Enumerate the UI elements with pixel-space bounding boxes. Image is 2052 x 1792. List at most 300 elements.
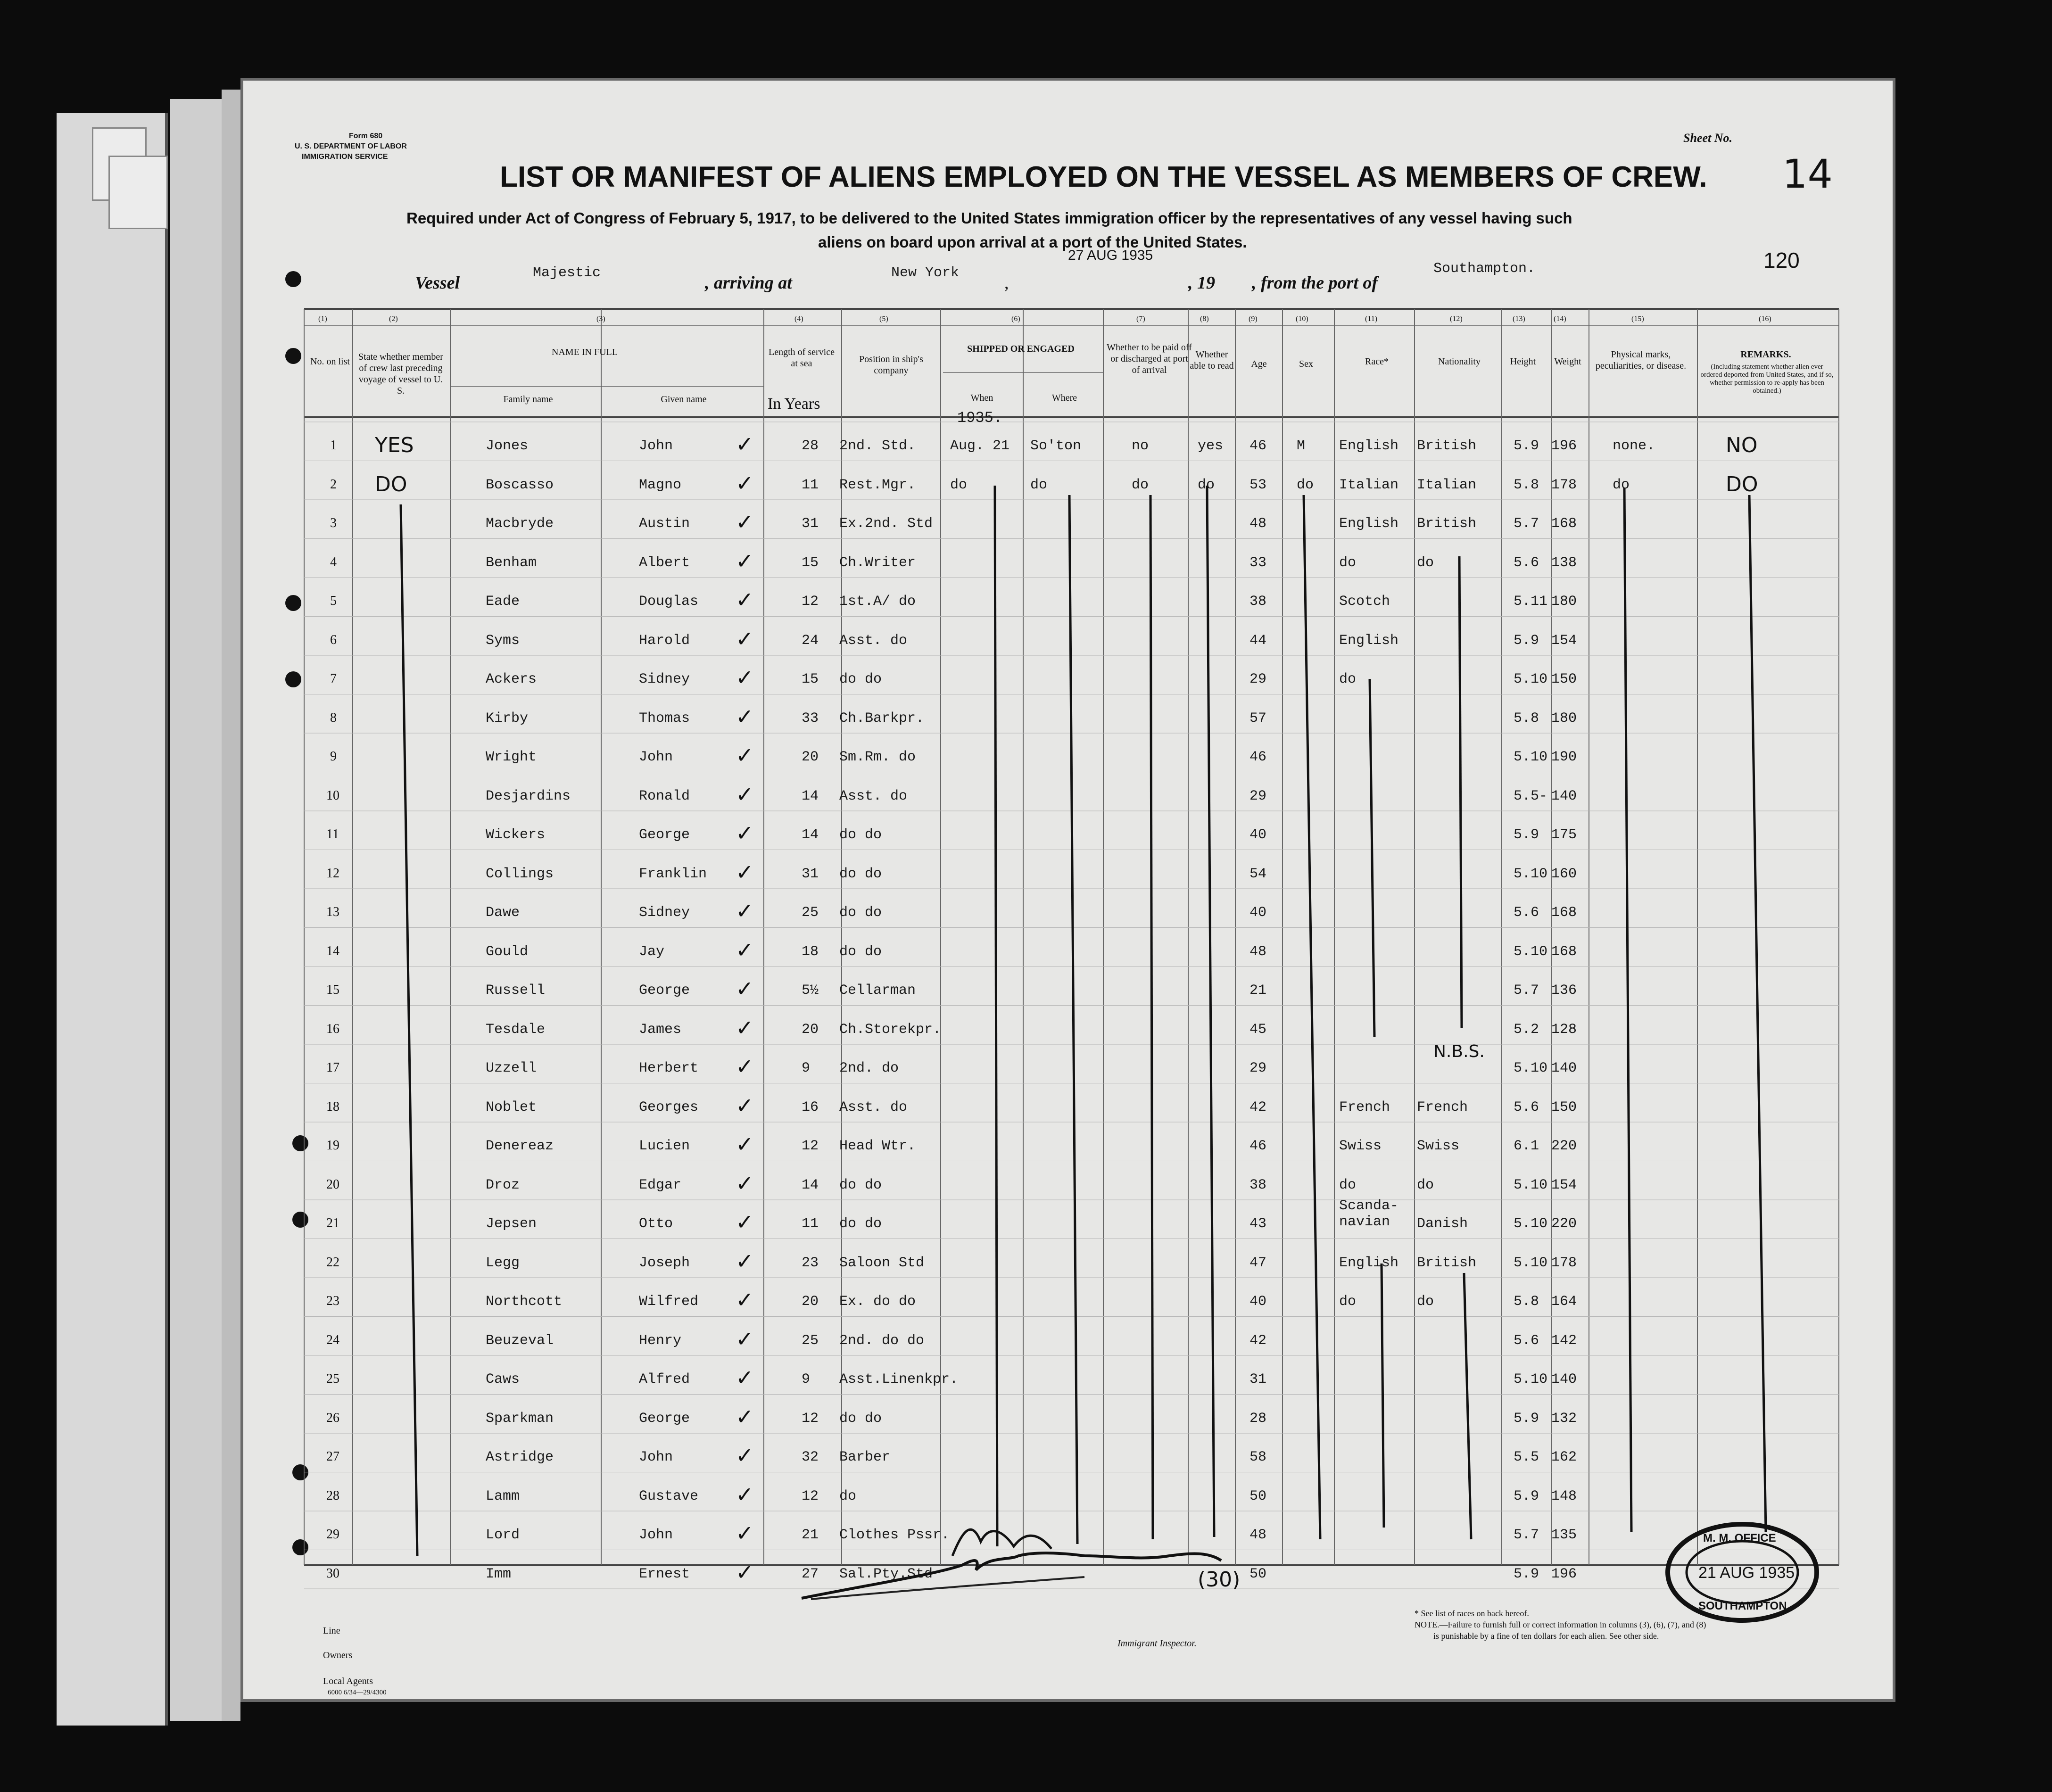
row-length-service: 28 [802, 438, 819, 454]
check-mark-icon: ✓ [736, 1444, 754, 1468]
row-age: 38 [1249, 594, 1267, 610]
row-length-service: 14 [802, 1177, 819, 1193]
row-age: 57 [1249, 710, 1267, 727]
check-mark-icon: ✓ [736, 938, 754, 962]
row-number: 27 [326, 1449, 339, 1464]
row-weight: 190 [1551, 749, 1577, 765]
row-height: 5.7 [1514, 1527, 1539, 1543]
row-number: 11 [326, 827, 339, 842]
row-given-name: James [639, 1021, 682, 1038]
page-number: 120 [1763, 248, 1800, 273]
row-position: do do [839, 905, 882, 921]
header-nationality: Nationality [1438, 356, 1481, 367]
row-race: Italian [1339, 477, 1399, 493]
row-age: 48 [1249, 943, 1267, 960]
header-paid-off: Whether to be paid off or discharged at port of arrival [1107, 342, 1192, 375]
row-age: 43 [1249, 1216, 1267, 1232]
row-height: 5.6 [1514, 905, 1539, 921]
row-family-name: Lord [486, 1527, 520, 1543]
check-mark-icon: ✓ [736, 899, 754, 923]
row-family-name: Tesdale [486, 1021, 546, 1038]
row-given-name: Albert [639, 554, 690, 571]
row-age: 44 [1249, 632, 1267, 649]
check-mark-icon: ✓ [736, 627, 754, 651]
row-position: Asst. do [839, 788, 908, 804]
check-mark-icon: ✓ [736, 860, 754, 884]
row-paid-off: no [1132, 438, 1149, 454]
row-number: 25 [326, 1371, 339, 1386]
row-age: 58 [1249, 1449, 1267, 1465]
row-weight: 196 [1551, 1566, 1577, 1582]
row-given-name: John [639, 749, 673, 765]
row-age: 29 [1249, 788, 1267, 804]
row-height: 5.8 [1514, 710, 1539, 727]
row-position: Saloon Std [839, 1255, 925, 1271]
row-height: 5.10 [1514, 1060, 1548, 1076]
row-position: Ex.2nd. Std [839, 516, 933, 532]
row-race: Swiss [1339, 1138, 1382, 1154]
row-number: 22 [326, 1255, 339, 1270]
row-age: 46 [1249, 438, 1267, 454]
column-number: (12) [1450, 315, 1463, 323]
row-shipped-when: do [950, 477, 968, 493]
row-family-name: Imm [486, 1566, 512, 1582]
row-family-name: Caws [486, 1371, 520, 1387]
header-shipped-engaged: SHIPPED OR ENGAGED [967, 344, 1075, 354]
row-height: 5.10 [1514, 866, 1548, 882]
header-name-in-full: NAME IN FULL [552, 347, 618, 357]
arriving-label: , arriving at [705, 273, 792, 293]
row-weight: 140 [1551, 788, 1577, 804]
row-number: 26 [326, 1410, 339, 1425]
row-shipped-where: So'ton [1030, 438, 1082, 454]
row-position: Barber [839, 1449, 891, 1465]
row-height: 5.11 [1514, 594, 1548, 610]
row-number: 28 [326, 1488, 339, 1503]
row-weight: 162 [1551, 1449, 1577, 1465]
mm-office-stamp [1664, 1520, 1820, 1624]
header-when: When [970, 393, 993, 403]
check-mark-icon: ✓ [736, 1132, 754, 1156]
row-number: 3 [330, 516, 337, 530]
subtitle-line-1: Required under Act of Congress of February 5, 1917, to be delivered to the United States immigration officer by the representatives of any vessel having such [406, 209, 1572, 227]
row-weight: 154 [1551, 632, 1577, 649]
row-number: 8 [330, 710, 337, 725]
row-able-read: do [1198, 477, 1215, 493]
check-mark-icon: ✓ [736, 782, 754, 807]
row-length-service: 11 [802, 477, 819, 493]
row-height: 5.10 [1514, 749, 1548, 765]
row-age: 42 [1249, 1099, 1267, 1115]
row-given-name: Alfred [639, 1371, 690, 1387]
header-race: Race* [1365, 356, 1389, 367]
header-state-whether: State whether member of crew last preceding voyage of vessel to U. S. [358, 352, 443, 396]
header-family-name: Family name [503, 394, 553, 405]
check-mark-icon: ✓ [736, 432, 754, 456]
row-family-name: Russell [486, 983, 546, 999]
arriving-port: New York [891, 265, 960, 281]
column-number: (16) [1759, 315, 1771, 323]
row-number: 30 [326, 1566, 339, 1581]
row-age: 28 [1249, 1410, 1267, 1427]
row-family-name: Kirby [486, 710, 529, 727]
row-number: 14 [326, 943, 339, 958]
row-number: 7 [330, 671, 337, 686]
row-length-service: 33 [802, 710, 819, 727]
check-mark-icon: ✓ [736, 1093, 754, 1118]
row-height: 5.7 [1514, 983, 1539, 999]
check-mark-icon: ✓ [736, 1249, 754, 1273]
row-number: 2 [330, 477, 337, 492]
header-sex: Sex [1299, 359, 1313, 369]
row-position: Ch.Storekpr. [839, 1021, 942, 1038]
row-family-name: Uzzell [486, 1060, 537, 1076]
row-weight: 140 [1551, 1371, 1577, 1387]
row-race: Scotch [1339, 594, 1390, 610]
check-mark-icon: ✓ [736, 1055, 754, 1079]
row-position: Asst. do [839, 632, 908, 649]
row-length-service: 24 [802, 632, 819, 649]
check-mark-icon: ✓ [736, 1482, 754, 1507]
row-position: do do [839, 827, 882, 843]
check-mark-icon: ✓ [736, 1288, 754, 1312]
row-height: 5.10 [1514, 1255, 1548, 1271]
row-length-service: 20 [802, 749, 819, 765]
row-age: 53 [1249, 477, 1267, 493]
header-no-on-list: No. on list [310, 356, 350, 367]
row-number: 19 [326, 1138, 339, 1153]
row-number: 13 [326, 905, 339, 919]
row-number: 5 [330, 594, 337, 608]
row-given-name: Sidney [639, 905, 690, 921]
row-family-name: Beuzeval [486, 1332, 554, 1349]
row-height: 5.9 [1514, 1410, 1539, 1427]
row-number: 29 [326, 1527, 339, 1542]
row-position: Clothes Pssr. [839, 1527, 950, 1543]
check-mark-icon: ✓ [736, 743, 754, 768]
row-number: 17 [326, 1060, 339, 1075]
row-weight: 142 [1551, 1332, 1577, 1349]
row-race: French [1339, 1099, 1390, 1115]
signature-count: (30) [1198, 1568, 1241, 1592]
row-length-service: 20 [802, 1021, 819, 1038]
subtitle-line-2: aliens on board upon arrival at a port of the United States. [818, 233, 1247, 251]
row-age: 48 [1249, 516, 1267, 532]
row-weight: 168 [1551, 905, 1577, 921]
row-age: 54 [1249, 866, 1267, 882]
row-position: do do [839, 1177, 882, 1193]
row-race: English [1339, 1255, 1399, 1271]
column-number: (11) [1365, 315, 1378, 323]
row-height: 6.1 [1514, 1138, 1539, 1154]
row-weight: 180 [1551, 710, 1577, 727]
row-height: 5.10 [1514, 1216, 1548, 1232]
row-race: Scanda-navian [1339, 1198, 1399, 1230]
row-given-name: Douglas [639, 594, 699, 610]
row-family-name: Macbryde [486, 516, 554, 532]
row-weight: 180 [1551, 594, 1577, 610]
row-race: English [1339, 516, 1399, 532]
row-length-service: 16 [802, 1099, 819, 1115]
row-number: 16 [326, 1021, 339, 1036]
row-position: Sm.Rm. do [839, 749, 916, 765]
check-mark-icon: ✓ [736, 704, 754, 729]
header-in-years: In Years [768, 395, 820, 413]
row-age: 40 [1249, 905, 1267, 921]
year-label: , 19 [1188, 273, 1215, 293]
check-mark-icon: ✓ [736, 666, 754, 690]
row-height: 5.9 [1514, 827, 1539, 843]
row-given-name: George [639, 1410, 690, 1427]
row-length-service: 12 [802, 1488, 819, 1504]
row-position: Ex. do do [839, 1294, 916, 1310]
row-length-service: 15 [802, 554, 819, 571]
row-paid-off: do [1132, 477, 1149, 493]
row-position: 2nd. Std. [839, 438, 916, 454]
page-title: LIST OR MANIFEST OF ALIENS EMPLOYED ON THE VESSEL AS MEMBERS OF CREW. [500, 161, 1707, 193]
row-sex: M [1297, 438, 1306, 454]
form-number: Form 680 [349, 132, 383, 140]
header-height: Height [1510, 356, 1536, 367]
row-height: 5.9 [1514, 1566, 1539, 1582]
footer-local-agents-label: Local Agents [323, 1676, 373, 1686]
row-given-name: Lucien [639, 1138, 690, 1154]
row-number: 12 [326, 866, 339, 881]
column-number: (13) [1513, 315, 1525, 323]
row-weight: 135 [1551, 1527, 1577, 1543]
row-height: 5.8 [1514, 1294, 1539, 1310]
row-number: 4 [330, 554, 337, 570]
arrival-date-stamp: 27 AUG 1935 [1068, 248, 1153, 263]
row-physical: none. [1613, 438, 1655, 454]
header-physical: Physical marks, peculiarities, or disease. [1595, 349, 1687, 371]
check-mark-icon: ✓ [736, 471, 754, 495]
row-nationality: do [1417, 1294, 1434, 1310]
row-family-name: Jepsen [486, 1216, 537, 1232]
row-position: Cellarman [839, 983, 916, 999]
row-age: 29 [1249, 671, 1267, 687]
row-length-service: 9 [802, 1371, 811, 1387]
row-nationality: Swiss [1417, 1138, 1460, 1154]
check-mark-icon: ✓ [736, 588, 754, 612]
header-remarks-sub: (Including statement whether alien ever ordered deported from United States, and if so, whether permission to re-apply has been obtained.) [1700, 363, 1834, 395]
row-length-service: 11 [802, 1216, 819, 1232]
row-family-name: Lamm [486, 1488, 520, 1504]
row-length-service: 25 [802, 1332, 819, 1349]
service: IMMIGRATION SERVICE [302, 153, 388, 161]
check-mark-icon: ✓ [736, 821, 754, 845]
row-family-name: Ackers [486, 671, 537, 687]
footer-race-note: * See list of races on back hereof. [1415, 1609, 1529, 1618]
column-number: (14) [1554, 315, 1566, 323]
row-given-name: John [639, 1527, 673, 1543]
row-family-name: Benham [486, 554, 537, 571]
comma-separator: , [1004, 273, 1009, 293]
check-mark-icon: ✓ [736, 1560, 754, 1585]
row-given-name: Franklin [639, 866, 707, 882]
footer-inspector-label: Immigrant Inspector. [1117, 1638, 1197, 1649]
column-number: (5) [879, 315, 888, 323]
row-family-name: Wickers [486, 827, 546, 843]
row-race: English [1339, 438, 1399, 454]
check-mark-icon: ✓ [736, 1171, 754, 1196]
row-weight: 160 [1551, 866, 1577, 882]
row-position: Head Wtr. [839, 1138, 916, 1154]
row-length-service: 15 [802, 671, 819, 687]
row-weight: 136 [1551, 983, 1577, 999]
row-weight: 154 [1551, 1177, 1577, 1193]
row-given-name: Edgar [639, 1177, 682, 1193]
check-mark-icon: ✓ [736, 510, 754, 534]
row-height: 5.9 [1514, 1488, 1539, 1504]
row-given-name: George [639, 827, 690, 843]
row-family-name: Boscasso [486, 477, 554, 493]
row-height: 5.5 [1514, 1449, 1539, 1465]
row-height: 5.2 [1514, 1021, 1539, 1038]
row-length-service: 21 [802, 1527, 819, 1543]
row-position: 1st.A/ do [839, 594, 916, 610]
row-nationality: British [1417, 1255, 1477, 1271]
row-length-service: 31 [802, 866, 819, 882]
row-position: do do [839, 943, 882, 960]
from-port-label: , from the port of [1252, 273, 1378, 293]
vessel-name: Majestic [533, 265, 601, 281]
row-position: 2nd. do [839, 1060, 899, 1076]
row-height: 5.7 [1514, 516, 1539, 532]
row-given-name: Ronald [639, 788, 690, 804]
row-number: 15 [326, 983, 339, 997]
row-position: Asst. do [839, 1099, 908, 1115]
row-height: 5.8 [1514, 477, 1539, 493]
row-given-name: Austin [639, 516, 690, 532]
row-sex: do [1297, 477, 1314, 493]
row-weight: 150 [1551, 671, 1577, 687]
row-family-name: Desjardins [486, 788, 571, 804]
row-age: 29 [1249, 1060, 1267, 1076]
row-given-name: Ernest [639, 1566, 690, 1582]
row-weight: 178 [1551, 477, 1577, 493]
year-annotation: 1935. [957, 409, 1003, 427]
row-weight: 168 [1551, 943, 1577, 960]
header-where: Where [1051, 393, 1077, 403]
row-weight: 220 [1551, 1216, 1577, 1232]
row-weight: 164 [1551, 1294, 1577, 1310]
footer-note-line-2: is punishable by a fine of ten dollars for each alien. See other side. [1433, 1631, 1659, 1641]
row-race: English [1339, 632, 1399, 649]
row-length-service: 12 [802, 594, 819, 610]
check-mark-icon: ✓ [736, 1521, 754, 1545]
row-given-name: Herbert [639, 1060, 699, 1076]
row-physical: do [1613, 477, 1630, 493]
row-shipped-when: Aug. 21 [950, 438, 1010, 454]
column-number: (10) [1296, 315, 1308, 323]
row-family-name: Syms [486, 632, 520, 649]
row-given-name: Harold [639, 632, 690, 649]
row-given-name: Joseph [639, 1255, 690, 1271]
row-weight: 128 [1551, 1021, 1577, 1038]
row-remarks: NO [1726, 433, 1758, 457]
column-number: (2) [389, 315, 398, 323]
row-age: 21 [1249, 983, 1267, 999]
stamp-bottom: SOUTHAMPTON [1698, 1600, 1787, 1612]
row-given-name: Georges [639, 1099, 699, 1115]
row-weight: 175 [1551, 827, 1577, 843]
row-position: do do [839, 866, 882, 882]
row-weight: 220 [1551, 1138, 1577, 1154]
row-age: 33 [1249, 554, 1267, 571]
row-length-service: 27 [802, 1566, 819, 1582]
row-weight: 178 [1551, 1255, 1577, 1271]
check-mark-icon: ✓ [736, 1210, 754, 1234]
row-family-name: Noblet [486, 1099, 537, 1115]
row-race: do [1339, 671, 1357, 687]
check-mark-icon: ✓ [736, 1327, 754, 1351]
row-previous-voyage: YES [375, 433, 414, 457]
column-number: (15) [1631, 315, 1644, 323]
row-family-name: Sparkman [486, 1410, 554, 1427]
row-position: do do [839, 1410, 882, 1427]
row-age: 45 [1249, 1021, 1267, 1038]
check-mark-icon: ✓ [736, 1404, 754, 1429]
column-number: (4) [794, 315, 803, 323]
row-position: do [839, 1488, 857, 1504]
column-number: (9) [1249, 315, 1258, 323]
row-number: 10 [326, 788, 339, 803]
row-length-service: 25 [802, 905, 819, 921]
header-length-service: Length of service at sea [769, 347, 835, 369]
row-age: 38 [1249, 1177, 1267, 1193]
row-given-name: Jay [639, 943, 665, 960]
row-nationality: French [1417, 1099, 1468, 1115]
row-number: 24 [326, 1332, 339, 1347]
row-number: 6 [330, 632, 337, 647]
stamp-top: M. M. OFFICE [1703, 1532, 1776, 1544]
row-family-name: Jones [486, 438, 529, 454]
row-weight: 148 [1551, 1488, 1577, 1504]
footer-note-line-1: NOTE.—Failure to furnish full or correct information in columns (3), (6), (7), and (8) [1415, 1620, 1706, 1629]
row-family-name: Denereaz [486, 1138, 554, 1154]
row-weight: 168 [1551, 516, 1577, 532]
row-height: 5.5- [1514, 788, 1548, 804]
row-length-service: 12 [802, 1138, 819, 1154]
row-position: Ch.Writer [839, 554, 916, 571]
row-age: 48 [1249, 1527, 1267, 1543]
footer-printer-code: 6000 6/34—29/4300 [328, 1689, 387, 1696]
row-race: do [1339, 1177, 1357, 1193]
row-length-service: 18 [802, 943, 819, 960]
header-given-name: Given name [661, 394, 707, 405]
sheet-no-value: 14 [1782, 151, 1833, 197]
row-weight: 196 [1551, 438, 1577, 454]
row-position: Rest.Mgr. [839, 477, 916, 493]
row-given-name: Gustave [639, 1488, 699, 1504]
from-port: Southampton. [1433, 261, 1536, 277]
row-length-service: 9 [802, 1060, 811, 1076]
row-length-service: 23 [802, 1255, 819, 1271]
row-age: 47 [1249, 1255, 1267, 1271]
row-given-name: Sidney [639, 671, 690, 687]
row-age: 46 [1249, 1138, 1267, 1154]
row-age: 50 [1249, 1566, 1267, 1582]
row-length-service: 31 [802, 516, 819, 532]
row-position: do do [839, 671, 882, 687]
row-family-name: Astridge [486, 1449, 554, 1465]
row-nationality: British [1417, 516, 1477, 532]
row-given-name: Thomas [639, 710, 690, 727]
row-family-name: Northcott [486, 1294, 563, 1310]
sheet-no-label: Sheet No. [1683, 131, 1732, 145]
row-number: 21 [326, 1216, 339, 1230]
